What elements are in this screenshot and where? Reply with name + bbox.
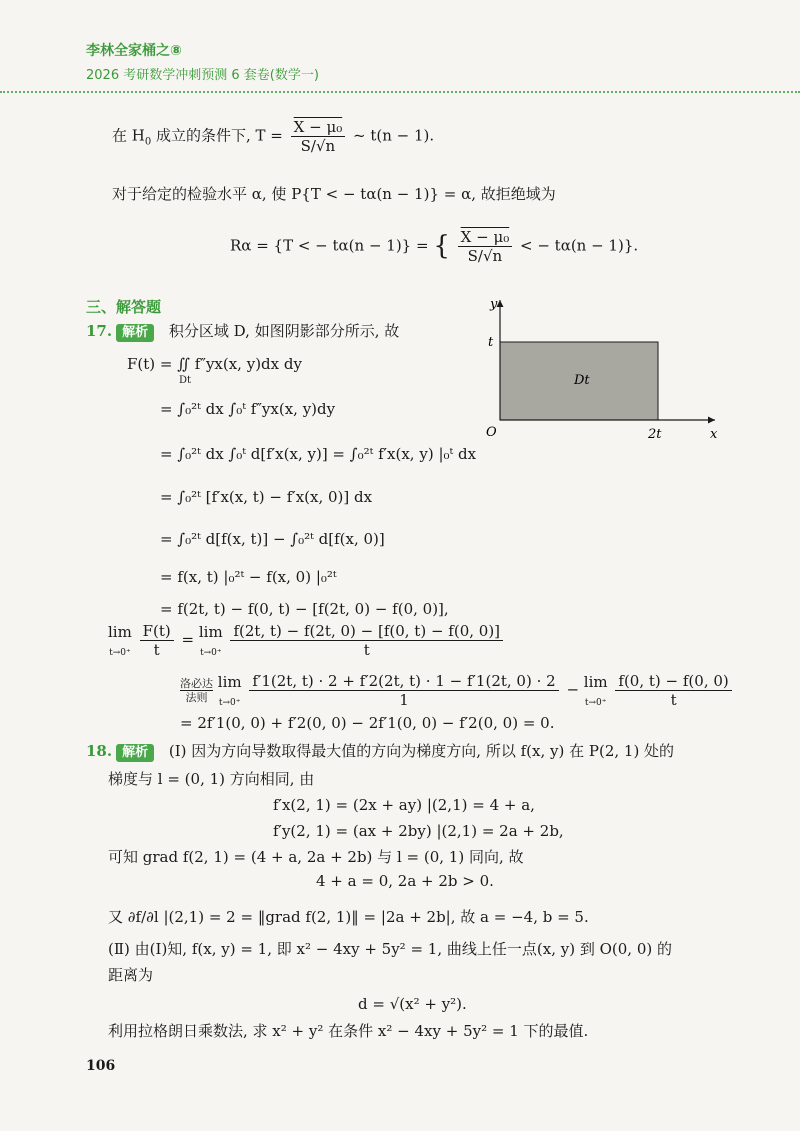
header-divider	[0, 91, 800, 93]
q18-line6: 距离为	[108, 966, 154, 984]
page-number: 106	[86, 1058, 116, 1074]
q17-limit-eq: lim t→0⁺ $\frac{F(t)}{t}$ = lim t→0⁺ $\frac{f(2t, t) - f(2t, 0) - [f(0, t) - f(0, 0)]}{t}$	[108, 622, 506, 659]
y-label: y	[490, 297, 498, 312]
q17-heading	[86, 322, 399, 342]
q18-line4: 又 ∂f/∂l |(2,1) = 2 = ‖grad f(2, 1)‖ = |2a + 2b|, 故 a = −4, b = 5.	[108, 908, 589, 926]
book-title: 2026 考研数学冲刺预测 6 套卷(数学一)	[86, 68, 319, 83]
q17-number: 17.	[86, 322, 113, 340]
two-t-label: 2t	[648, 427, 662, 442]
q18-heading	[86, 742, 674, 762]
q17-eq4: = ∫₀²ᵗ [f′x(x, t) − f′x(x, 0)] dx	[160, 488, 373, 506]
q17-result: = 2f′1(0, 0) + f′2(0, 0) − 2f′1(0, 0) − f′2(0, 0) = 0.	[180, 714, 555, 732]
q18-line5: (Ⅱ) 由(Ⅰ)知, f(x, y) = 1, 即 x² − 4xy + 5y² = 1, 曲线上任一点(x, y) 到 O(0, 0) 的	[108, 940, 672, 958]
q18-line1: (Ⅰ) 因为方向导数取得最大值的方向为梯度方向, 所以 f(x, y) 在 P(2, 1) 处的	[168, 742, 675, 760]
q17-eq2: = ∫₀²ᵗ dx ∫₀ᵗ f″yx(x, y)dy	[160, 400, 336, 418]
origin-label: O	[486, 425, 497, 440]
q17-intro: 积分区域 D, 如图阴影部分所示, 故	[168, 322, 400, 340]
region-label: Dt	[574, 373, 590, 388]
q18-eq2: f′y(2, 1) = (ax + 2by) |(2,1) = 2a + 2b,	[273, 822, 564, 840]
page-header	[86, 40, 319, 83]
q17-eq5: = ∫₀²ᵗ d[f(x, t)] − ∫₀²ᵗ d[f(x, 0)]	[160, 530, 385, 548]
q17-eq1: F(t) = ∬ f″yx(x, y)dx dy Dt	[127, 355, 302, 386]
q17-eq7: = f(2t, t) − f(0, t) − [f(2t, 0) − f(0, 0)],	[160, 600, 449, 618]
q18-eq1: f′x(2, 1) = (2x + ay) |(2,1) = 4 + a,	[273, 796, 535, 814]
t-label: t	[488, 335, 494, 350]
q18-number: 18.	[86, 742, 113, 760]
section-title: 三、解答题	[86, 298, 162, 316]
q17-eq6: = f(x, t) |₀²ᵗ − f(x, 0) |₀²ᵗ	[160, 568, 337, 586]
q18-line7: 利用拉格朗日乘数法, 求 x² + y² 在条件 x² − 4xy + 5y² = 1 下的最值.	[108, 1022, 589, 1040]
q17-analysis-tag: 解析	[116, 324, 154, 342]
q18-eq4: d = √(x² + y²).	[358, 995, 467, 1013]
q17-lopital-eq: 洛必达 法则 lim t→0⁺ $\frac{f'1(2t, t) \cdot 2 + f'2(2t, t) \cdot 1 - f'1(2t, 0) \cdot 2}{1}$ − lim t→0⁺ $\frac{f(0, t) - f(0, 0)}{t}$	[180, 672, 735, 709]
q18-analysis-tag: 解析	[116, 744, 154, 762]
rejection-region: Rα = {T < − tα(n − 1)} = { $\frac{\text{X − μ₀}}{S/√n}$ < − tα(n − 1)}.	[230, 228, 639, 265]
q18-line2: 梯度与 l = (0, 1) 方向相同, 由	[108, 770, 315, 788]
series-title: 李林全家桶之⑧	[86, 43, 182, 59]
q18-eq3: 4 + a = 0, 2a + 2b > 0.	[316, 872, 494, 890]
x-label: x	[710, 427, 718, 442]
q18-line3: 可知 grad f(2, 1) = (4 + a, 2a + 2b) 与 l = (0, 1) 同向, 故	[108, 848, 524, 866]
region-diagram	[470, 290, 730, 450]
t-statistic-line: 在 $H_0$ 成立的条件下, T = $\frac{\text{X − μ₀}}{S/√n}$ ~ t(n − 1).	[112, 118, 435, 155]
region-figure	[470, 290, 730, 454]
q17-eq3: = ∫₀²ᵗ dx ∫₀ᵗ d[f′x(x, y)] = ∫₀²ᵗ f′x(x, y) |₀ᵗ dx	[160, 445, 477, 463]
significance-line: 对于给定的检验水平 α, 使 P{T < − tα(n − 1)} = α, 故拒绝域为	[112, 185, 556, 203]
t-fraction: $\frac{\text{X − μ₀}}{S/√n}$	[291, 118, 346, 155]
